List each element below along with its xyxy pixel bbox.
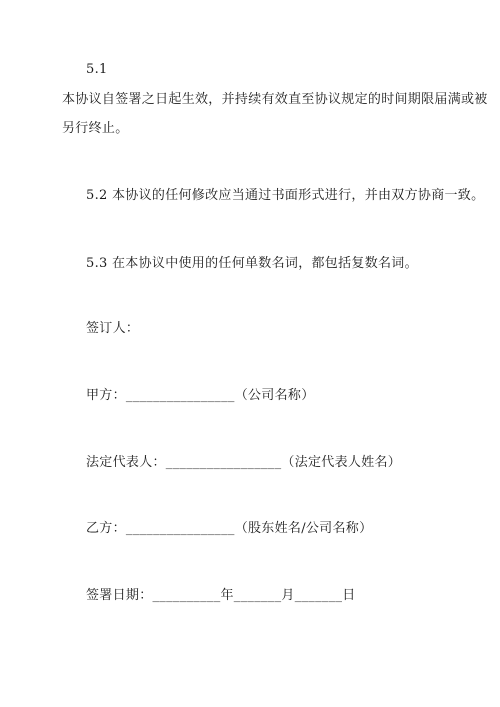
clause-5-1-line-2: 另行终止。: [62, 121, 129, 136]
clause-5-1-number: 5.1: [86, 62, 108, 77]
signatories-heading: 签订人：: [86, 321, 140, 336]
party-a-line: 甲方：________________（公司名称）: [86, 388, 315, 403]
signing-date-line: 签署日期：__________年_______月_______日: [86, 588, 356, 603]
legal-representative-line: 法定代表人：_________________（法定代表人姓名）: [86, 455, 402, 470]
clause-5-1-line-1: 本协议自签署之日起生效，并持续有效直至协议规定的时间期限届满或被: [62, 92, 488, 107]
party-b-line: 乙方：________________（股东姓名/公司名称）: [86, 521, 373, 536]
clause-5-2: 5.2 本协议的任何修改应当通过书面形式进行，并由双方协商一致。: [86, 188, 485, 203]
clause-5-3: 5.3 在本协议中使用的任何单数名词，都包括复数名词。: [86, 256, 418, 271]
